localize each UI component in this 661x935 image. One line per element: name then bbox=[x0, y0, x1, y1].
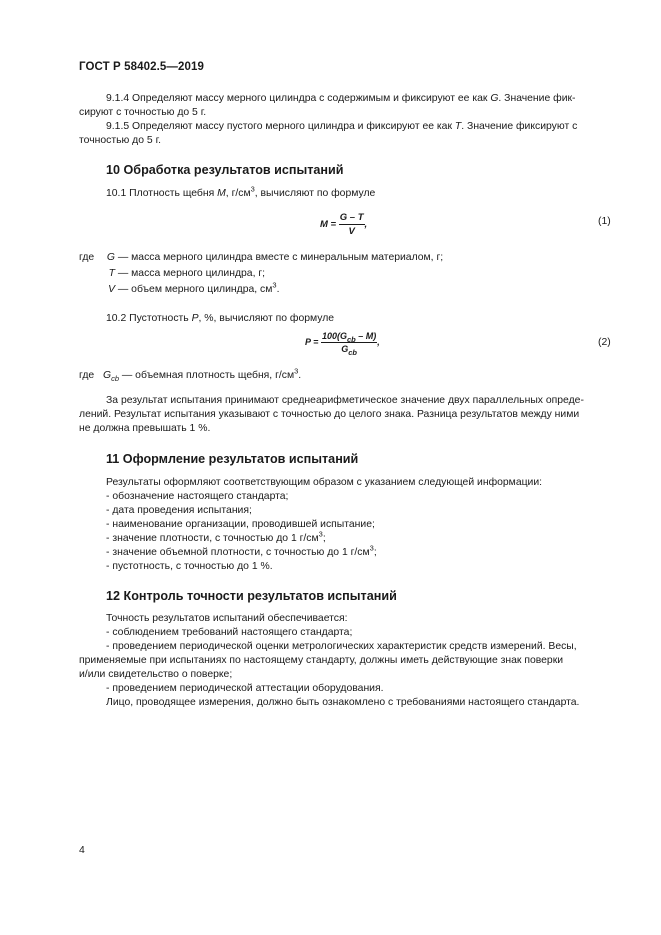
formula-numerator: G – T bbox=[339, 212, 364, 223]
symbol: G bbox=[106, 252, 115, 263]
formula-eq: = bbox=[310, 336, 321, 347]
formula-numerator bbox=[321, 331, 377, 343]
text: . Значение фик- bbox=[498, 93, 576, 104]
formula-denominator bbox=[321, 343, 377, 357]
list-item: - наименование организации, проводившей испытание; bbox=[106, 519, 375, 530]
text: , вычисляют по формуле bbox=[254, 188, 376, 199]
list-item: - обозначение настоящего стандарта; bbox=[106, 491, 289, 502]
paragraph-10-1 bbox=[106, 184, 376, 202]
standard-header: ГОСТ Р 58402.5—2019 bbox=[79, 61, 204, 73]
list-item bbox=[106, 543, 377, 561]
symbol-p: P bbox=[191, 313, 199, 324]
section-11-heading: 11 Оформление результатов испытаний bbox=[106, 452, 359, 466]
result-line-1: За результат испытания принимают среднеарифметическое значение двух параллельных опреде- bbox=[106, 395, 584, 406]
formula-lhs: P bbox=[305, 336, 311, 347]
text: . bbox=[298, 370, 302, 381]
text: 9.1.5 Определяют массу пустого мерного цилиндра и фиксируют ее как bbox=[106, 121, 455, 132]
symbol: V bbox=[108, 284, 115, 295]
text: 10.2 Пустотность bbox=[106, 313, 192, 324]
superscript: 3 bbox=[369, 543, 374, 553]
result-line-3: не должна превышать 1 %. bbox=[79, 423, 211, 434]
final-paragraph: Лицо, проводящее измерения, должно быть ознакомлено с требованиями настоящего стандарта. bbox=[106, 697, 580, 708]
where-word: где bbox=[79, 252, 95, 263]
formula-denominator: V bbox=[348, 226, 355, 237]
section-12-heading: 12 Контроль точности результатов испытаний bbox=[106, 589, 397, 603]
formula-tail: , bbox=[364, 219, 368, 231]
subscript: cb bbox=[348, 347, 357, 357]
where-item-g bbox=[79, 251, 443, 266]
paragraph-9-1-5-line-1 bbox=[106, 120, 577, 135]
where-word: где bbox=[79, 370, 95, 381]
text: . bbox=[276, 284, 280, 295]
section-10-heading: 10 Обработка результатов испытаний bbox=[106, 163, 344, 177]
text: масса мерного цилиндра вместе с минеральным материалом, г; bbox=[128, 252, 444, 263]
list-item: - проведением периодической аттестации оборудования. bbox=[106, 683, 384, 694]
dash: — bbox=[115, 284, 129, 295]
superscript: 3 bbox=[250, 184, 255, 194]
paragraph-9-1-4-line-2: сируют с точностью до 5 г. bbox=[79, 107, 207, 118]
formula-1 bbox=[320, 212, 367, 237]
text: ; bbox=[322, 533, 326, 544]
formula-fraction bbox=[339, 212, 365, 237]
superscript: 3 bbox=[294, 366, 299, 376]
where-item-v bbox=[79, 280, 280, 298]
list-item-continued: применяемые при испытаниях по настоящему стандарту, должны иметь действующие знак поверки bbox=[79, 655, 564, 666]
formula-lhs: M bbox=[320, 219, 328, 231]
subscript: cb bbox=[111, 374, 120, 384]
text: ; bbox=[373, 547, 377, 558]
formula-fraction bbox=[321, 331, 377, 357]
page-number: 4 bbox=[79, 845, 85, 856]
paragraph-9-1-4-line-1 bbox=[106, 92, 576, 107]
section-12-intro: Точность результатов испытаний обеспечивается: bbox=[106, 613, 348, 624]
text: 10.1 Плотность щебня bbox=[106, 188, 218, 199]
result-line-2: лений. Результат испытания указывают с точностью до целого знака. Разница результатов между ними bbox=[79, 409, 580, 420]
text: масса мерного цилиндра, г; bbox=[128, 268, 266, 279]
text: . Значение фиксируют с bbox=[461, 121, 578, 132]
section-11-intro: Результаты оформляют соответствующим образом с указанием следующей информации: bbox=[106, 477, 543, 488]
where-item-gcb bbox=[79, 366, 302, 384]
dash: — bbox=[115, 268, 129, 279]
symbol-t: T bbox=[454, 121, 462, 132]
symbol: T bbox=[108, 268, 115, 279]
text: – M) bbox=[355, 331, 377, 341]
symbol-m: M bbox=[217, 188, 226, 199]
list-item: - пустотность, с точностью до 1 %. bbox=[106, 561, 273, 572]
text: - значение плотности, с точностью до 1 г/см bbox=[106, 533, 319, 544]
text: 9.1.4 Определяют массу мерного цилиндра с содержимым и фиксируют ее как bbox=[106, 93, 491, 104]
text: объем мерного цилиндра, см bbox=[128, 284, 273, 295]
formula-2 bbox=[305, 331, 380, 357]
superscript: 3 bbox=[318, 529, 323, 539]
text: 100(G bbox=[321, 331, 347, 341]
symbol: G bbox=[103, 370, 112, 381]
list-item: - соблюдением требований настоящего стандарта; bbox=[106, 627, 353, 638]
superscript: 3 bbox=[272, 280, 277, 290]
text: — объемная плотность щебня, г/см bbox=[119, 370, 295, 381]
formula-eq: = bbox=[327, 219, 339, 231]
paragraph-9-1-5-line-2: точностью до 5 г. bbox=[79, 135, 161, 146]
list-item bbox=[106, 529, 326, 547]
formula-2-number: (2) bbox=[598, 337, 611, 348]
text: , %, вычисляют по формуле bbox=[198, 313, 335, 324]
text: , г/см bbox=[225, 188, 251, 199]
where-item-t bbox=[79, 267, 265, 282]
text: G bbox=[341, 344, 349, 354]
formula-1-number: (1) bbox=[598, 216, 611, 227]
list-item: - проведением периодической оценки метрологических характеристик средств измерений. Весы, bbox=[106, 641, 577, 652]
subscript: cb bbox=[346, 334, 356, 344]
dash: — bbox=[115, 252, 129, 263]
list-item-continued: и/или свидетельство о поверке; bbox=[79, 669, 233, 680]
text: - значение объемной плотности, с точностью до 1 г/см bbox=[106, 547, 370, 558]
symbol-g: G bbox=[490, 93, 499, 104]
list-item: - дата проведения испытания; bbox=[106, 505, 252, 516]
paragraph-10-2 bbox=[106, 312, 334, 327]
formula-tail: , bbox=[377, 336, 380, 347]
